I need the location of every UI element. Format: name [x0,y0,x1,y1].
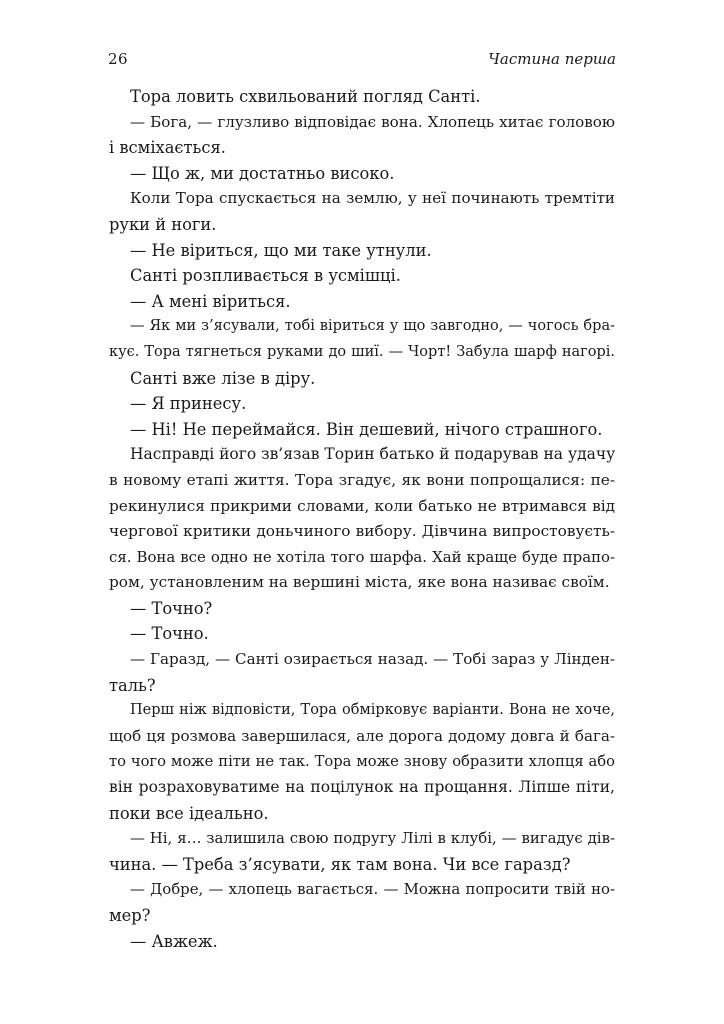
running-head-title: Частина перша [488,50,616,68]
text-line: рекинулися прикрими словами, коли батько не втримався від [109,496,615,515]
running-header [108,50,616,68]
text-line: Коли Тора спускається на землю, у неї починають тремтіти [130,189,615,208]
text-line: і всміхається. [109,138,226,158]
text-line: — Авжеж. [130,931,218,951]
text-line: чина. — Треба з’ясувати, як там вона. Чи все гаразд? [109,854,571,874]
text-line: — Що ж, ми достатньо високо. [130,163,395,183]
text-line: Санті вже лізе в діру. [130,368,316,388]
text-line: — Ні! Не переймайся. Він дешевий, нічого страшного. [130,419,603,439]
text-line: — А мені віриться. [130,291,291,311]
text-line: — Ні, я… залишила свою подругу Лілі в клубі, — вигадує дів- [130,829,615,848]
text-line: в новому етапі життя. Тора згадує, як вони попрощалися: пе- [109,470,615,489]
text-line: Санті розпливається в усмішці. [130,266,401,286]
text-line: кує. Тора тягнеться руками до шиї. — Чорт! Забула шарф нагорі. [109,343,615,360]
text-line: Тора ловить схвильований погляд Санті. [130,87,481,106]
page-number: 26 [108,50,129,68]
text-line: чергової критики доньчиного вибору. Дівчина випростовуєть- [109,522,615,541]
text-line: — Добре, — хлопець вагається. — Можна попросити твій но- [130,880,615,899]
text-line: — Бога, — глузливо відповідає вона. Хлопець хитає головою [130,112,615,131]
text-line: — Не віриться, що ми таке утнули. [130,240,432,260]
text-line: руки й ноги. [109,214,217,234]
text-line: ром, установленим на вершині міста, яке вона називає своїм. [109,573,610,592]
body-text [109,84,615,954]
text-line: поки все ідеально. [109,803,269,823]
text-line: мер? [109,906,151,925]
text-line: — Я принесу. [130,394,247,414]
text-line: — Як ми з’ясували, тобі віриться у що завгодно, — чогось бра- [130,318,615,335]
text-line: таль? [109,675,156,695]
text-line: то чого може піти не так. Тора може знову образити хлопця або [109,753,615,771]
text-line: щоб ця розмова завершилася, але дорога додому довга й бага- [109,726,615,745]
text-line: Перш ніж відповісти, Тора обмірковує варіанти. Вона не хоче, [130,702,615,719]
text-line: він розраховуватиме на поцілунок на прощання. Ліпше піти, [109,778,615,797]
text-line: — Гаразд, — Санті озирається назад. — Тобі зараз у Лінден- [130,650,615,669]
text-line: Насправді його зв’язав Торин батько й подарував на удачу [130,445,615,464]
text-line: — Точно. [130,624,209,644]
text-line: ся. Вона все одно не хотіла того шарфа. Хай краще буде прапо- [109,547,615,566]
text-line: — Точно? [130,598,213,618]
